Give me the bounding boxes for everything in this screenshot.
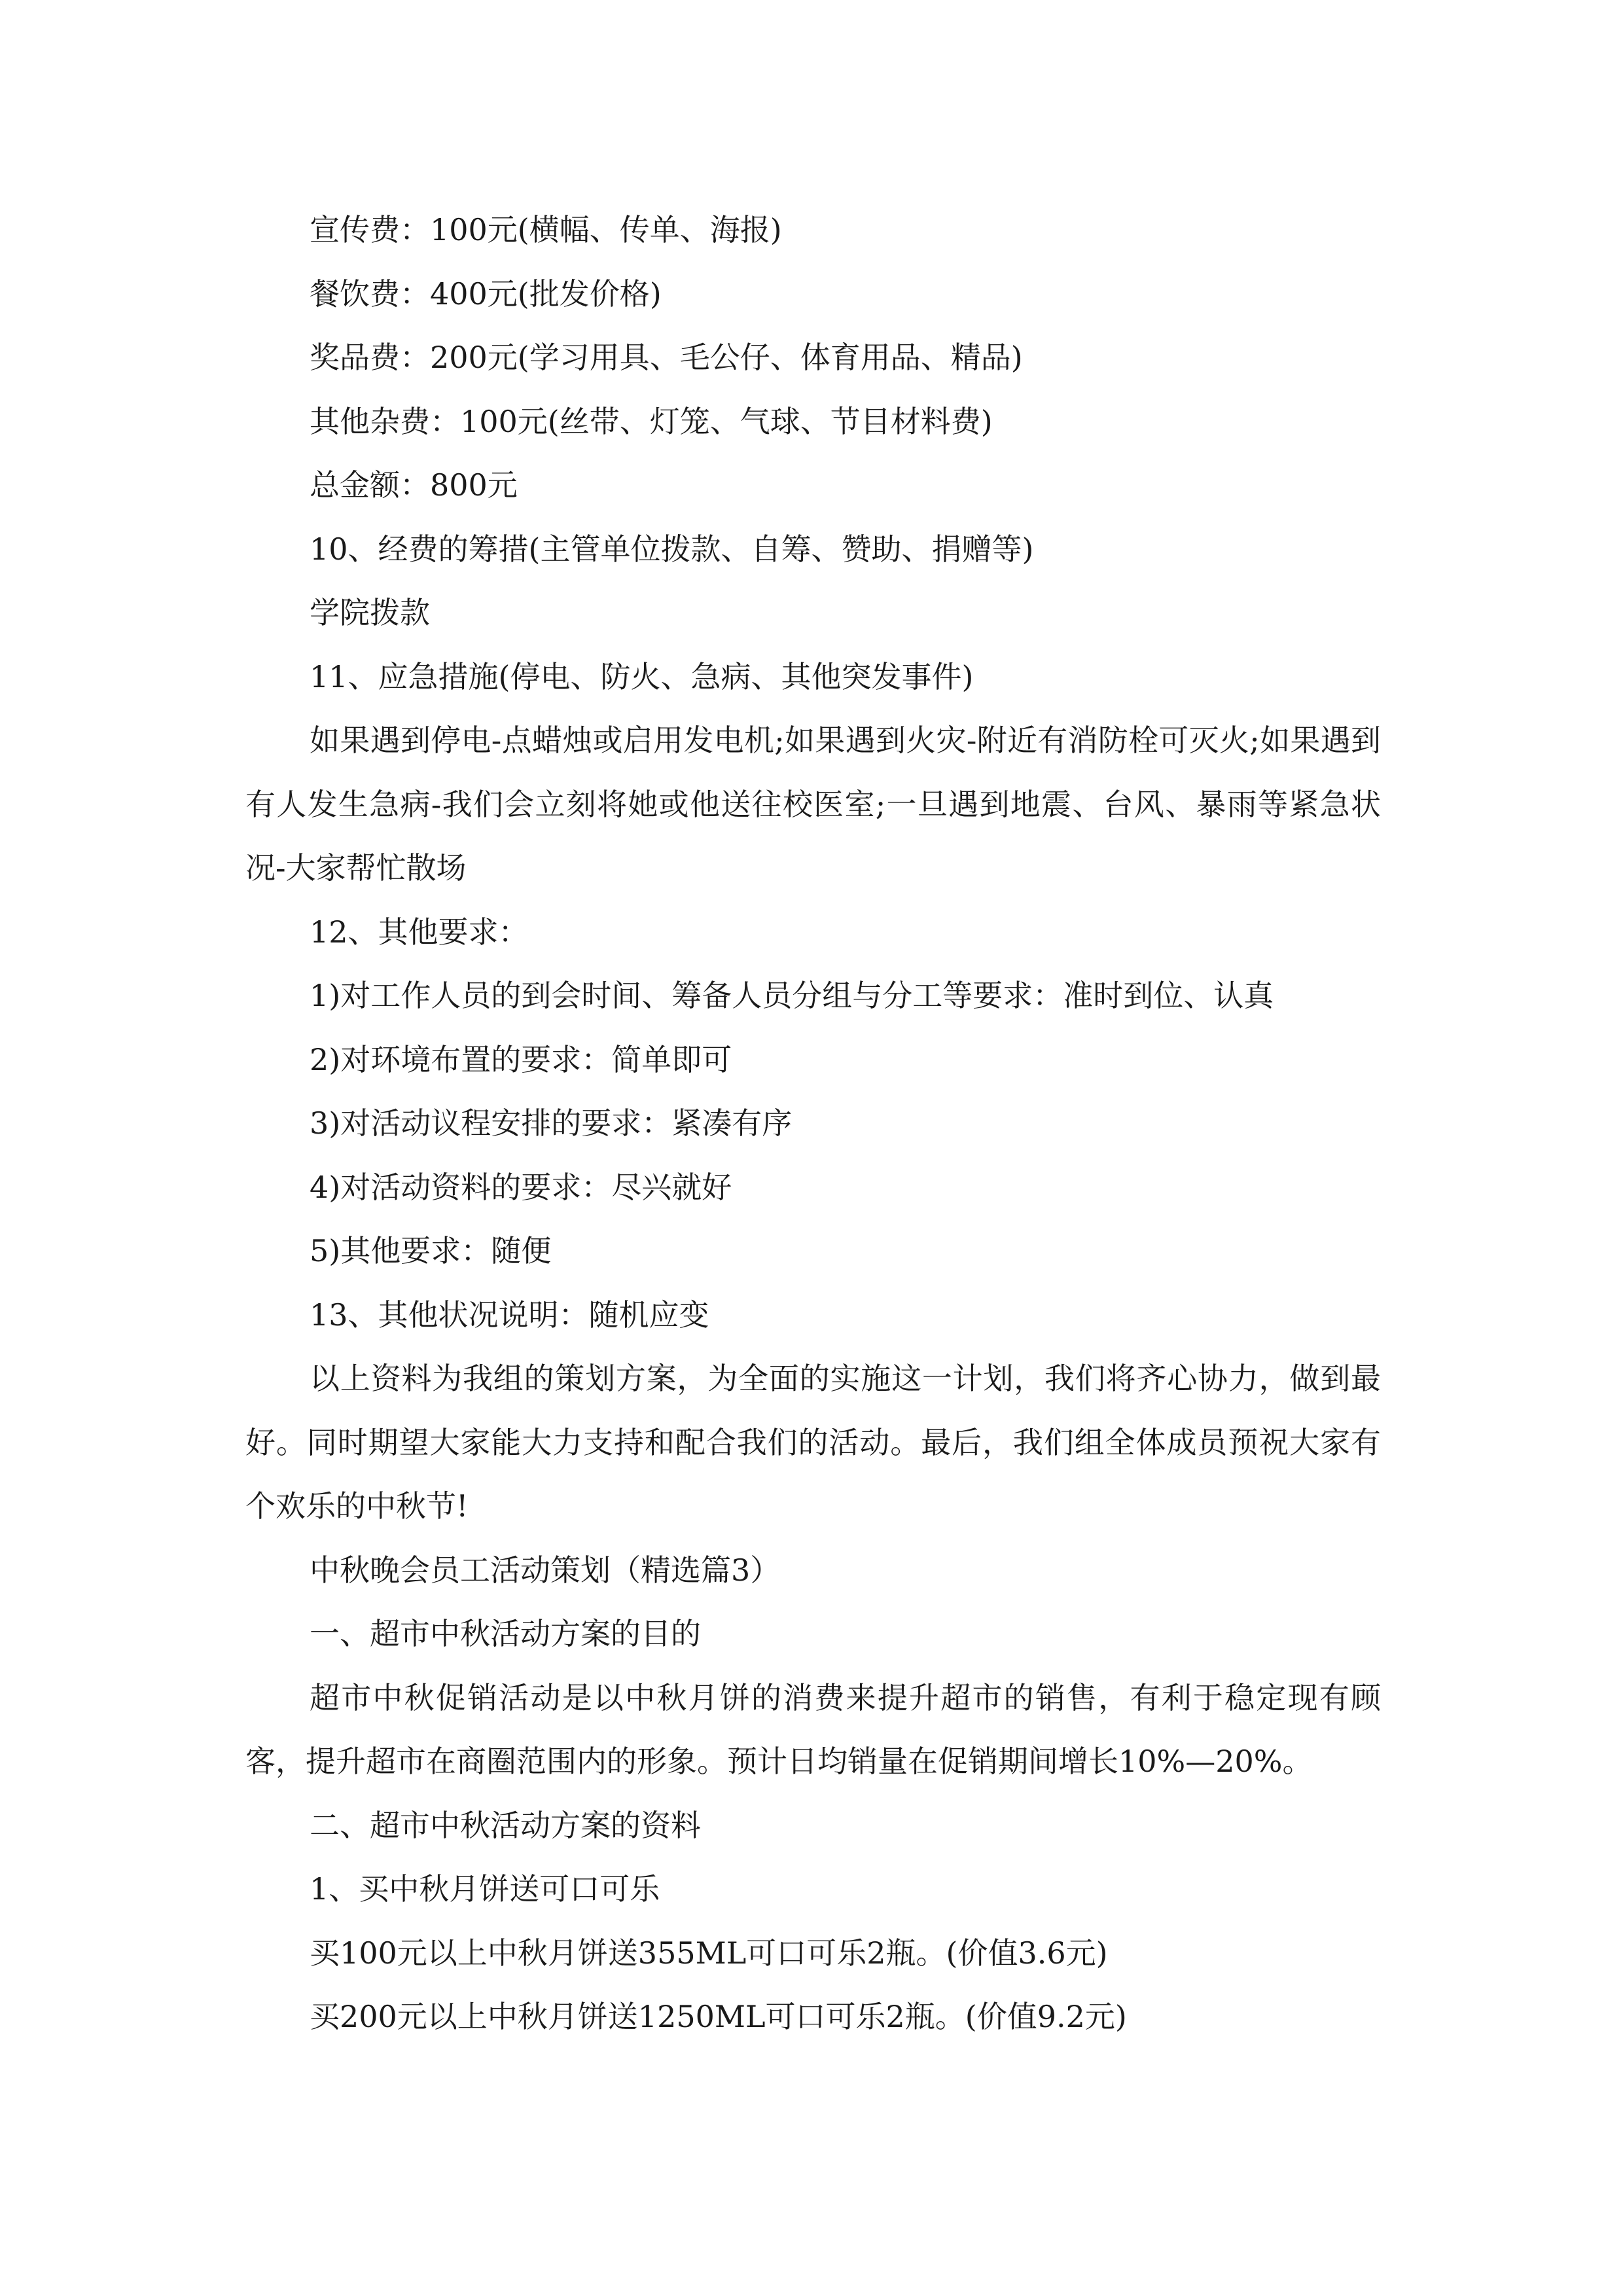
section-funding: 10、经费的筹措(主管单位拨款、自筹、赞助、捐赠等) (310, 531, 1034, 567)
section-content: 二、超市中秋活动方案的资料 (310, 1807, 701, 1843)
promo-tier-1: 买100元以上中秋月饼送355ML可口可乐2瓶。(价值3.6元) (310, 1935, 1108, 1971)
requirement-1: 1)对工作人员的到会时间、筹备人员分组与分工等要求：准时到位、认真 (310, 978, 1274, 1013)
budget-publicity: 宣传费：100元(横幅、传单、海报) (310, 212, 782, 247)
requirement-3: 3)对活动议程安排的要求：紧凑有序 (310, 1105, 793, 1141)
promo-heading: 1、买中秋月饼送可口可乐 (310, 1871, 660, 1907)
budget-misc: 其他杂费：100元(丝带、灯笼、气球、节目材料费) (310, 403, 993, 439)
budget-total: 总金额：800元 (310, 467, 518, 503)
section-other-notes: 13、其他状况说明：随机应变 (310, 1297, 709, 1333)
emergency-measures: 如果遇到停电-点蜡烛或启用发电机;如果遇到火灾-附近有消防栓可灭火;如果遇到有人发生急病-我们会立刻将她或他送往校医室;一旦遇到地震、台风、暴雨等紧急状况-大家帮忙散场 (245, 723, 1381, 886)
budget-prizes: 奖品费：200元(学习用具、毛公仔、体育用品、精品) (310, 340, 1023, 375)
requirement-2: 2)对环境布置的要求：简单即可 (310, 1041, 732, 1077)
funding-source: 学院拨款 (310, 595, 430, 630)
section-other-requirements: 12、其他要求： (310, 914, 529, 950)
document-body (245, 198, 1381, 2049)
purpose-text: 超市中秋促销活动是以中秋月饼的消费来提升超市的销售，有利于稳定现有顾客，提升超市在商圈范围内的形象。预计日均销量在促销期间增长10%—20%。 (245, 1679, 1381, 1779)
section-purpose: 一、超市中秋活动方案的目的 (310, 1616, 701, 1651)
section-emergency: 11、应急措施(停电、防火、急病、其他突发事件) (310, 658, 974, 694)
requirement-5: 5)其他要求：随便 (310, 1233, 552, 1268)
closing-paragraph: 以上资料为我组的策划方案，为全面的实施这一计划，我们将齐心协力，做到最好。同时期望大家能大力支持和配合我们的活动。最后，我们组全体成员预祝大家有个欢乐的中秋节! (245, 1361, 1381, 1524)
promo-tier-2: 买200元以上中秋月饼送1250ML可口可乐2瓶。(价值9.2元) (310, 1999, 1127, 2034)
article-title: 中秋晚会员工活动策划（精选篇3） (310, 1552, 781, 1588)
requirement-4: 4)对活动资料的要求：尽兴就好 (310, 1169, 732, 1205)
budget-catering: 餐饮费：400元(批发价格) (310, 276, 662, 312)
